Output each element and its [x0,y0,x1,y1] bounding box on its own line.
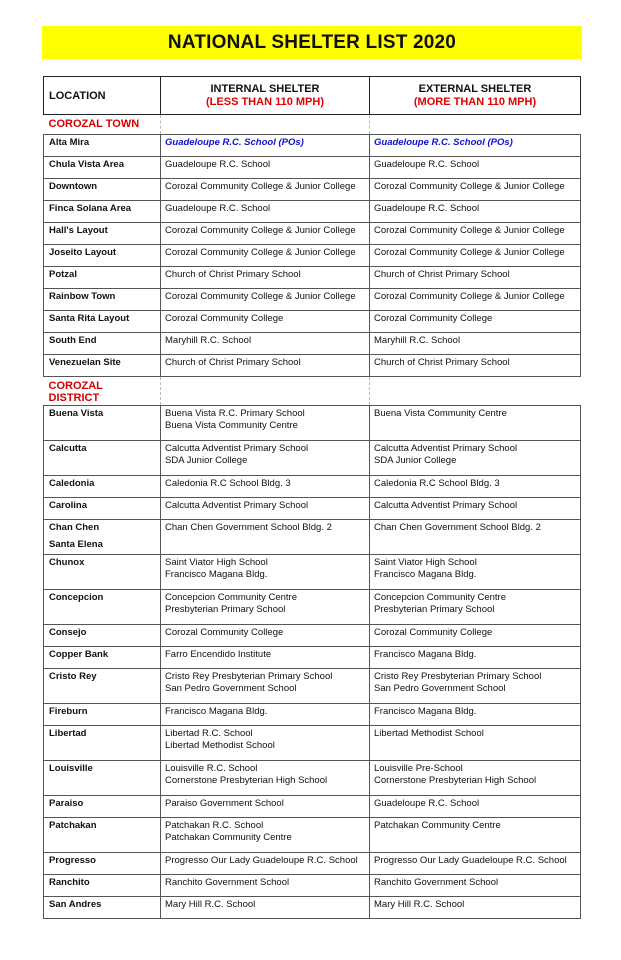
table-row [44,179,581,201]
internal-text: Maryhill R.C. School [165,335,252,346]
location-text: Chan Chen [49,522,100,533]
internal-text: Caledonia R.C School Bldg. 3 [165,478,291,489]
external-cell [370,135,581,157]
external-text: San Pedro Government School [374,683,506,694]
location-text: Downtown [49,181,98,192]
external-cell [370,520,581,555]
table-row [44,875,581,897]
external-cell [370,761,581,796]
internal-text: Corozal Community College [165,627,284,638]
internal-text: Concepcion Community Centre [165,592,298,603]
internal-cell [161,157,370,179]
location-cell [44,267,161,289]
table-row [44,441,581,476]
location-cell [44,704,161,726]
external-cell [370,179,581,201]
internal-cell [161,897,370,919]
internal-cell [161,555,370,590]
location-text: Santa Rita Layout [49,313,130,324]
internal-text: Libertad R.C. School [165,728,253,739]
table-row [44,355,581,377]
location-cell [44,796,161,818]
external-text: Cristo Rey Presbyterian Primary School [374,671,542,682]
external-text: Buena Vista Community Centre [374,408,507,419]
internal-cell [161,520,370,555]
internal-text: Progresso Our Lady Guadeloupe R.C. School [165,855,358,866]
table-row [44,498,581,520]
table-row [44,289,581,311]
table-row [44,520,581,555]
internal-text: Corozal Community College & Junior College [165,181,356,192]
location-text: Potzal [49,269,77,280]
external-text: Chan Chen Government School Bldg. 2 [374,522,541,533]
location-cell [44,476,161,498]
external-cell [370,796,581,818]
internal-text: Ranchito Government School [165,877,290,888]
location-cell [44,333,161,355]
location-cell [44,590,161,625]
internal-cell [161,223,370,245]
location-cell [44,179,161,201]
external-cell [370,289,581,311]
external-cell [370,157,581,179]
external-cell [370,625,581,647]
section-header-row [44,115,581,135]
location-text: Consejo [49,627,87,638]
internal-text: Guadeloupe R.C. School [165,159,271,170]
location-text: Ranchito [49,877,90,888]
shelter-table [43,76,581,919]
external-text: Concepcion Community Centre [374,592,507,603]
table-row [44,853,581,875]
location-cell [44,289,161,311]
internal-text: Libertad Methodist School [165,740,275,751]
internal-text: Buena Vista Community Centre [165,420,298,431]
external-text: Church of Christ Primary School [374,357,510,368]
internal-text: Francisco Magana Bldg. [165,569,268,580]
location-cell [44,897,161,919]
external-text: Progresso Our Lady Guadeloupe R.C. School [374,855,567,866]
external-text: Calcutta Adventist Primary School [374,500,518,511]
internal-cell [161,201,370,223]
external-cell [370,897,581,919]
location-text: Chunox [49,557,85,568]
external-text: Francisco Magana Bldg. [374,706,477,717]
internal-text: Paraiso Government School [165,798,284,809]
external-text: Cornerstone Presbyterian High School [374,775,537,786]
location-text: Patchakan [49,820,97,831]
external-cell [370,590,581,625]
location-text: Libertad [49,728,87,739]
table-row [44,761,581,796]
internal-header-sublabel: (LESS THAN 110 MPH) [206,96,324,108]
table-row [44,223,581,245]
table-row [44,647,581,669]
external-cell [370,355,581,377]
location-text: Calcutta [49,443,87,454]
external-cell [370,704,581,726]
location-text: Fireburn [49,706,88,717]
location-cell [44,441,161,476]
external-text: Calcutta Adventist Primary School [374,443,518,454]
external-cell [370,818,581,853]
location-cell [44,853,161,875]
external-header-sublabel: (MORE THAN 110 MPH) [413,96,537,108]
external-cell [370,267,581,289]
internal-cell [161,590,370,625]
internal-cell [161,498,370,520]
external-cell [370,333,581,355]
internal-text: Calcutta Adventist Primary School [165,500,309,511]
location-text: Paraiso [49,798,84,809]
section-title: COROZAL DISTRICT [44,377,161,406]
section-spacer [161,377,370,406]
section-spacer [370,377,581,406]
internal-header-label: INTERNAL SHELTER [210,83,320,95]
table-row [44,818,581,853]
internal-text: Patchakan Community Centre [165,832,292,843]
location-cell [44,223,161,245]
internal-text: Corozal Community College & Junior College [165,225,356,236]
location-cell [44,875,161,897]
external-text: Guadeloupe R.C. School [374,798,480,809]
internal-shelter-header [161,77,370,115]
location-text: Progresso [49,855,96,866]
location-text: South End [49,335,97,346]
external-text: SDA Junior College [374,455,457,466]
table-row [44,406,581,441]
external-text: Louisville Pre-School [374,763,463,774]
location-cell [44,555,161,590]
location-text: Alta Mira [49,137,90,148]
location-text: Cristo Rey [49,671,97,682]
internal-cell [161,761,370,796]
external-text: Saint Viator High School [374,557,477,568]
internal-text: Cornerstone Presbyterian High School [165,775,328,786]
internal-cell [161,245,370,267]
internal-text: San Pedro Government School [165,683,297,694]
external-cell [370,223,581,245]
external-cell [370,555,581,590]
internal-text: Church of Christ Primary School [165,269,301,280]
internal-cell [161,179,370,201]
table-row [44,796,581,818]
table-row [44,267,581,289]
section-spacer [370,115,581,135]
external-cell [370,647,581,669]
internal-cell [161,796,370,818]
internal-text: Farro Encendido Institute [165,649,272,660]
location-cell [44,406,161,441]
internal-text: Saint Viator High School [165,557,268,568]
internal-text: Louisville R.C. School [165,763,258,774]
internal-text: Corozal Community College & Junior College [165,247,356,258]
external-cell [370,311,581,333]
external-cell [370,853,581,875]
location-text: Hall's Layout [49,225,108,236]
internal-text: SDA Junior College [165,455,248,466]
internal-cell [161,441,370,476]
table-row [44,201,581,223]
external-text: Presbyterian Primary School [374,604,495,615]
table-row [44,625,581,647]
external-text: Guadeloupe R.C. School [374,159,480,170]
internal-cell [161,135,370,157]
location-text: Copper Bank [49,649,109,660]
internal-cell [161,625,370,647]
location-cell [44,726,161,761]
external-cell [370,726,581,761]
external-text: Corozal Community College & Junior College [374,225,565,236]
external-cell [370,498,581,520]
internal-cell [161,406,370,441]
location-cell [44,355,161,377]
location-header [44,77,161,115]
location-text: San Andres [49,899,102,910]
location-cell [44,245,161,267]
location-cell [44,311,161,333]
location-text: Carolina [49,500,88,511]
internal-text: Buena Vista R.C. Primary School [165,408,305,419]
internal-text: Church of Christ Primary School [165,357,301,368]
internal-text: Guadeloupe R.C. School [165,203,271,214]
location-text: Louisville [49,763,93,774]
external-header-label: EXTERNAL SHELTER [418,83,532,95]
internal-cell [161,726,370,761]
table-row [44,311,581,333]
internal-cell [161,647,370,669]
table-row [44,135,581,157]
table-row [44,555,581,590]
internal-text: Patchakan R.C. School [165,820,264,831]
location-text: Rainbow Town [49,291,116,302]
table-row [44,333,581,355]
external-text: Corozal Community College & Junior College [374,247,565,258]
table-row [44,590,581,625]
table-row [44,726,581,761]
location-cell [44,625,161,647]
external-text: Church of Christ Primary School [374,269,510,280]
section-spacer [161,115,370,135]
external-cell [370,406,581,441]
internal-text: Guadeloupe R.C. School (POs) [165,137,304,148]
external-text: Caledonia R.C School Bldg. 3 [374,478,500,489]
title-banner [42,26,582,59]
external-cell [370,441,581,476]
location-cell [44,647,161,669]
internal-text: Presbyterian Primary School [165,604,286,615]
table-row [44,157,581,179]
location-text: Joseito Layout [49,247,117,258]
internal-text: Calcutta Adventist Primary School [165,443,309,454]
location-cell [44,135,161,157]
location-text: Caledonia [49,478,95,489]
external-text: Corozal Community College [374,313,493,324]
internal-text: Corozal Community College [165,313,284,324]
table-row [44,476,581,498]
external-cell [370,476,581,498]
location-cell [44,520,161,555]
internal-cell [161,669,370,704]
location-text: Chula Vista Area [49,159,124,170]
external-text: Maryhill R.C. School [374,335,461,346]
external-shelter-header [370,77,581,115]
table-body [44,115,581,919]
location-cell [44,201,161,223]
internal-text: Corozal Community College & Junior College [165,291,356,302]
internal-cell [161,333,370,355]
table-row [44,704,581,726]
section-header-row [44,377,581,406]
location-cell [44,498,161,520]
location-text: Concepcion [49,592,104,603]
location-text: Finca Solana Area [49,203,132,214]
external-text: Corozal Community College [374,627,493,638]
table-row [44,897,581,919]
location-cell [44,818,161,853]
table-row [44,245,581,267]
location-text: Santa Elena [49,539,103,550]
internal-cell [161,875,370,897]
internal-cell [161,355,370,377]
external-cell [370,875,581,897]
internal-cell [161,818,370,853]
section-title: COROZAL TOWN [44,115,161,135]
location-cell [44,157,161,179]
external-text: Corozal Community College & Junior College [374,181,565,192]
location-cell [44,761,161,796]
external-text: Francisco Magana Bldg. [374,569,477,580]
internal-cell [161,704,370,726]
external-cell [370,201,581,223]
internal-cell [161,289,370,311]
external-cell [370,669,581,704]
table-row [44,669,581,704]
external-text: Francisco Magana Bldg. [374,649,477,660]
external-text: Mary Hill R.C. School [374,899,465,910]
internal-text: Chan Chen Government School Bldg. 2 [165,522,332,533]
internal-text: Francisco Magana Bldg. [165,706,268,717]
table-header-row [44,77,581,115]
location-cell [44,669,161,704]
internal-text: Mary Hill R.C. School [165,899,256,910]
external-text: Libertad Methodist School [374,728,484,739]
page-title: NATIONAL SHELTER LIST 2020 [167,31,457,53]
external-text: Ranchito Government School [374,877,499,888]
internal-text: Cristo Rey Presbyterian Primary School [165,671,333,682]
external-text: Corozal Community College & Junior College [374,291,565,302]
location-text: Venezuelan Site [49,357,121,368]
external-text: Guadeloupe R.C. School [374,203,480,214]
internal-cell [161,267,370,289]
location-header-label: LOCATION [49,89,106,102]
external-cell [370,245,581,267]
internal-cell [161,311,370,333]
external-text: Patchakan Community Centre [374,820,501,831]
internal-cell [161,476,370,498]
external-text: Guadeloupe R.C. School (POs) [374,137,513,148]
internal-cell [161,853,370,875]
location-text: Buena Vista [49,408,104,419]
